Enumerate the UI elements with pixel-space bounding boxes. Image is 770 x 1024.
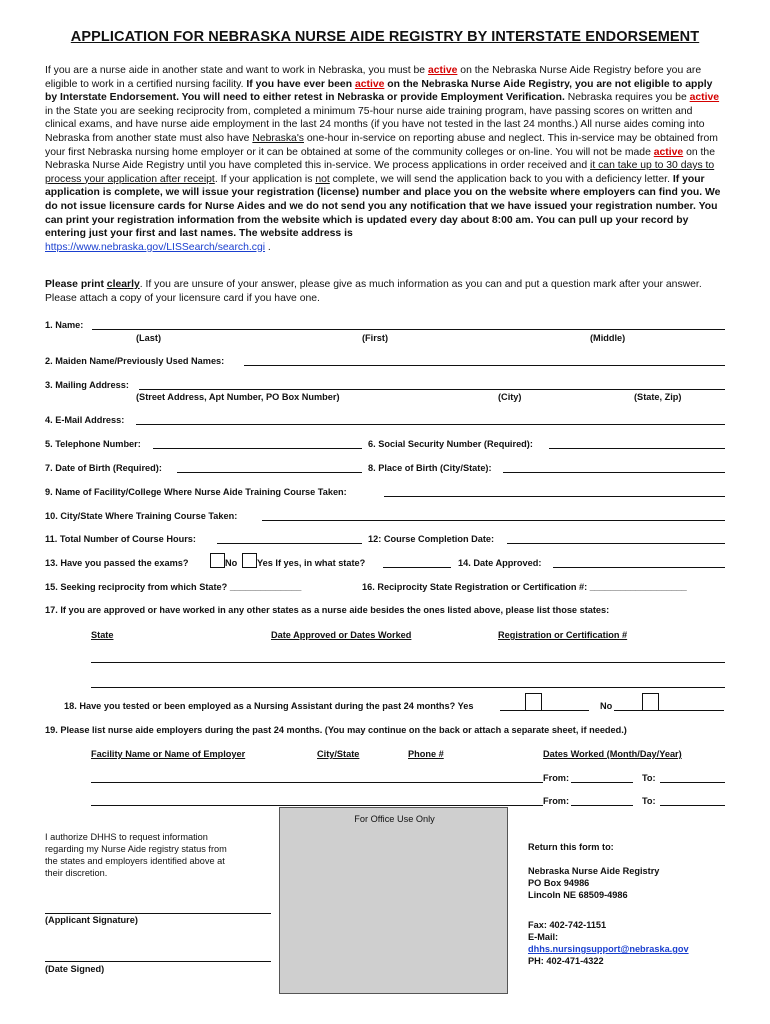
date-signed-field[interactable] [45, 961, 271, 962]
to-date-field[interactable] [660, 805, 725, 806]
active-highlight: active [427, 65, 458, 76]
tested-no-checkbox[interactable] [642, 693, 659, 711]
mailing-address-label: 3. Mailing Address: [45, 380, 129, 390]
telephone-label: 5. Telephone Number: [45, 439, 141, 449]
maiden-name-label: 2. Maiden Name/Previously Used Names: [45, 356, 225, 366]
from-date-field[interactable] [571, 782, 633, 783]
intro-text: . If your application is [214, 173, 316, 185]
email-label: 4. E-Mail Address: [45, 415, 125, 425]
tested-yes-line [500, 710, 589, 711]
employers-label: 19. Please list nurse aide employers during the past 24 months. (You may continue on the back or attach a separate sheet, if needed.) [45, 725, 627, 735]
not-underline: not [315, 173, 330, 185]
birthplace-label: 8. Place of Birth (City/State): [368, 463, 492, 473]
intro-bold-text: If your application is complete, we will issue your registration (license) number and place you on the website where employers can find you. We do not issue licensure cards for Nurse Aides and we do not send you any notification that we have issued your registration number. You can print your registration information from the website which is updated every day about 8:00 am. You can pull up your record by entering just your first and last names. The website address is [45, 173, 721, 240]
nebraska-underline: Nebraska's [252, 132, 304, 144]
active-highlight: active [689, 92, 720, 104]
office-use-box [279, 807, 508, 994]
city-caption: (City) [498, 392, 522, 402]
mailing-address-field[interactable] [139, 389, 725, 390]
training-facility-field[interactable] [384, 496, 725, 497]
city-state-column-header: City/State [317, 749, 360, 759]
facility-column-header: Facility Name or Name of Employer [91, 749, 246, 759]
return-heading: Return this form to: [528, 842, 614, 852]
return-phone: PH: 402-471-4322 [528, 956, 604, 966]
intro-text: in the State you are seeking reciprocity from, completed a minimum 75-hour nurse aide training program, have passing scores on written and clinical exams, and have nurse aide employment in the last 24 months (if you have not tested in the last 24 months.) All nurse aides coming into Nebraska from another state must also have [45, 105, 705, 144]
intro-text: complete, we will send the application back to you with a deficiency letter. [329, 173, 673, 185]
ssn-label: 6. Social Security Number (Required): [368, 439, 533, 449]
state-zip-caption: (State, Zip) [634, 392, 682, 402]
intro-text: one-hour in-service on reporting abuse and neglect. This in-service may be obtained from your first Nebraska nursing home employer or it can be obtained at some of the community colleges or on-line. You will not be made [45, 132, 718, 158]
intro-text: . [265, 241, 271, 253]
reciprocity-registration-label: 16. Reciprocity State Registration or Certification #: ___________________ [362, 582, 687, 592]
phone-column-header: Phone # [408, 749, 444, 759]
date-approved-label: 14. Date Approved: [458, 558, 542, 568]
training-facility-label: 9. Name of Facility/College Where Nurse Aide Training Course Taken: [45, 487, 347, 497]
first-name-caption: (First) [362, 333, 389, 343]
from-label: From: [543, 773, 570, 783]
other-states-label: 17. If you are approved or have worked in any other states as a nurse aide besides the ones listed above, please list those states: [45, 605, 610, 615]
office-use-title: For Office Use Only [354, 814, 435, 824]
tested-no-line [614, 710, 724, 711]
intro-text: on the Nebraska Nurse Aide Registry until you have completed this in-service. We process applications in order received and [45, 146, 715, 172]
date-approved-field[interactable] [553, 567, 725, 568]
training-city-field[interactable] [262, 520, 725, 521]
return-city: Lincoln NE 68509-4986 [528, 890, 628, 900]
email-field[interactable] [136, 424, 725, 425]
employer-row-field[interactable] [91, 805, 543, 806]
return-address [528, 841, 689, 967]
to-label: To: [642, 773, 656, 783]
to-label: To: [642, 796, 656, 806]
print-rest: . If you are unsure of your answer, please give as much information as you can and put a question mark after your answer. Please attach a copy of your licensure card if you have one. [45, 279, 702, 304]
intro-text: If you are a nurse aide in another state and want to work in Nebraska, you must be [45, 65, 428, 76]
exams-passed-label: 13. Have you passed the exams? [45, 558, 189, 568]
completion-date-field[interactable] [507, 543, 725, 544]
page-title: APPLICATION FOR NEBRASKA NURSE AIDE REGISTRY BY INTERSTATE ENDORSEMENT [70, 29, 700, 45]
signature-field[interactable] [45, 913, 271, 914]
date-signed-caption: (Date Signed) [45, 964, 105, 974]
from-date-field[interactable] [571, 805, 633, 806]
middle-name-caption: (Middle) [590, 333, 626, 343]
registry-search-link[interactable]: https://www.nebraska.gov/LISSearch/search.cgi [45, 241, 266, 253]
state-column-header: State [91, 630, 114, 640]
name-label: 1. Name: [45, 320, 84, 330]
last-name-caption: (Last) [136, 333, 162, 343]
dob-label: 7. Date of Birth (Required): [45, 463, 162, 473]
return-po-box: PO Box 94986 [528, 878, 590, 888]
return-email-link[interactable]: dhhs.nursingsupport@nebraska.gov [528, 944, 689, 954]
telephone-field[interactable] [153, 448, 362, 449]
date-approved-column-header: Date Approved or Dates Worked [271, 630, 412, 640]
tested-no-label: No [600, 701, 613, 711]
employer-row-field[interactable] [91, 782, 543, 783]
course-hours-field[interactable] [217, 543, 362, 544]
ssn-field[interactable] [549, 448, 725, 449]
intro-text: Nebraska requires you be [564, 92, 690, 104]
print-clearly: clearly [106, 279, 140, 290]
training-city-label: 10. City/State Where Training Course Taken: [45, 511, 238, 521]
reciprocity-state-label: 15. Seeking reciprocity from which State? ______________ [45, 582, 302, 592]
intro-bold-text: If you have ever been [246, 78, 355, 90]
intro-text: on the Nebraska Nurse Aide Registry before you are eligible to work in a certified nursing facility. [45, 65, 702, 90]
to-date-field[interactable] [660, 782, 725, 783]
registration-column-header: Registration or Certification # [498, 630, 628, 640]
tested-employed-label: 18. Have you tested or been employed as a Nursing Assistant during the past 24 months? Yes [64, 701, 474, 711]
other-states-row[interactable] [91, 662, 725, 663]
exam-state-field[interactable] [383, 567, 451, 568]
maiden-name-field[interactable] [244, 365, 725, 366]
other-states-row[interactable] [91, 687, 725, 688]
print-instructions [45, 278, 730, 305]
processing-time-note: it can take up to 30 days to process your application after receipt [45, 160, 715, 185]
authorization-text: I authorize DHHS to request information regarding my Nurse Aide registry status from the states and employers identified above at their discretion. [45, 832, 227, 878]
dates-worked-column-header: Dates Worked (Month/Day/Year) [543, 749, 682, 759]
exams-yes-checkbox[interactable] [242, 553, 257, 568]
street-caption: (Street Address, Apt Number, PO Box Number) [136, 392, 340, 402]
name-field[interactable] [92, 329, 725, 330]
exams-no-label: No [225, 558, 238, 568]
from-label: From: [543, 796, 570, 806]
signature-caption: (Applicant Signature) [45, 915, 138, 925]
active-highlight: active [354, 78, 385, 90]
return-email-label: E-Mail: [528, 932, 559, 942]
tested-yes-checkbox[interactable] [525, 693, 542, 711]
return-fax: Fax: 402-742-1151 [528, 920, 607, 930]
birthplace-field[interactable] [503, 472, 725, 473]
return-org: Nebraska Nurse Aide Registry [528, 866, 660, 876]
exams-yes-label: Yes If yes, in what state? [257, 558, 366, 568]
course-hours-label: 11. Total Number of Course Hours: [45, 534, 196, 544]
print-lead: Please print [45, 279, 107, 290]
exams-no-checkbox[interactable] [210, 553, 225, 568]
dob-field[interactable] [177, 472, 362, 473]
intro-bold-text: on the Nebraska Nurse Aide Registry, you are not eligible to apply by Interstate Endorsement. You will need to either retest in Nebraska or provide Employment Verification. [45, 78, 713, 104]
intro-paragraph [45, 64, 725, 254]
active-highlight: active [653, 146, 684, 158]
completion-date-label: 12: Course Completion Date: [368, 534, 495, 544]
